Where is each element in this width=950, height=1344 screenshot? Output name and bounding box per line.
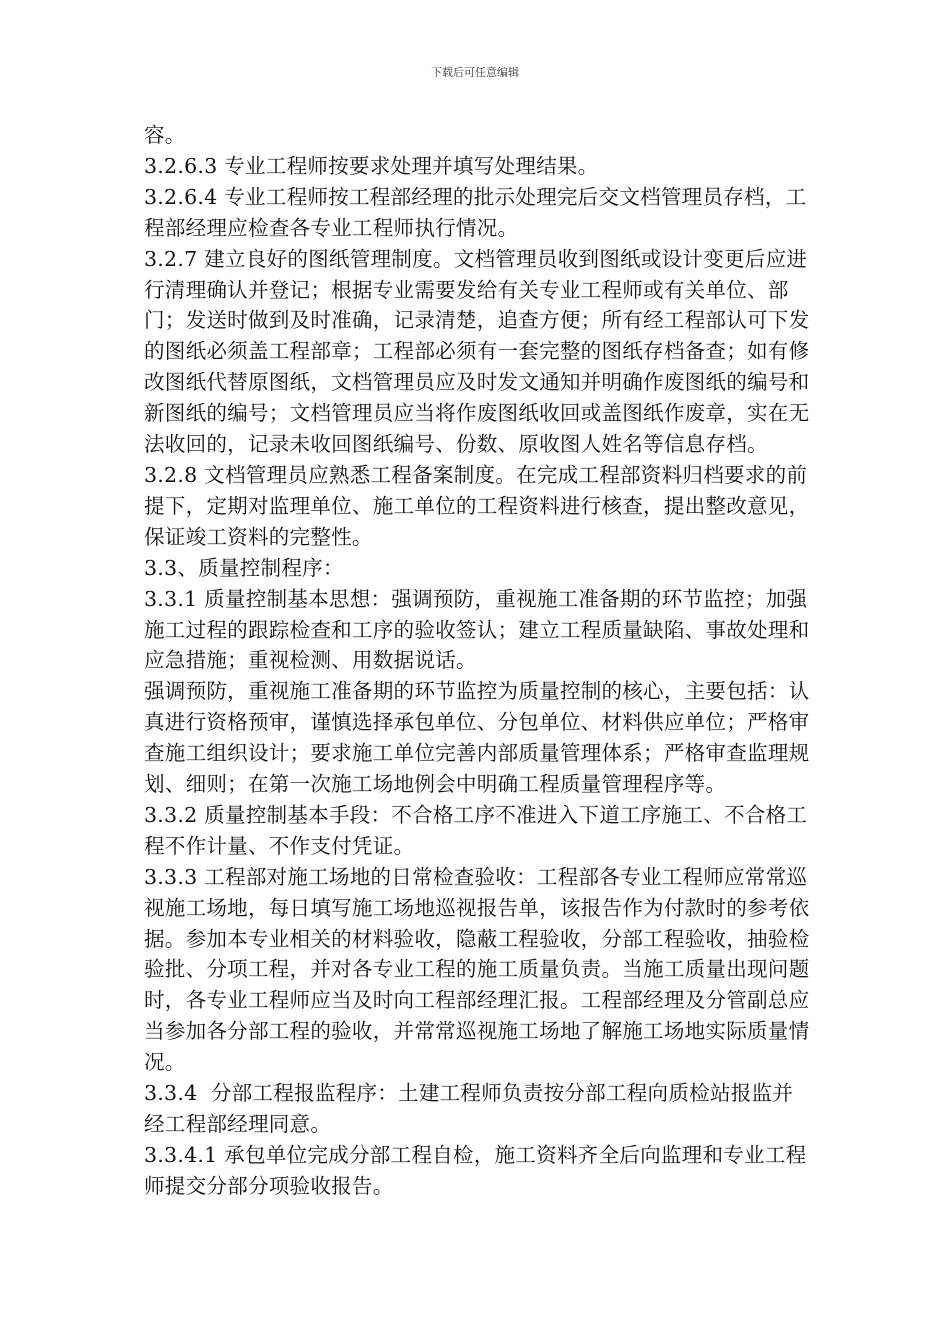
paragraph-3-3-1: 3.3.1 质量控制基本思想：强调预防，重视施工准备期的环节监控；加强施工过程的跟踪检查和工序的验收签认；建立工程质量缺陷、事故处理和应急措施；重视检测、用数据说话。	[144, 586, 810, 673]
page-header: 下载后可任意编辑	[431, 66, 519, 79]
paragraph-3-3-3: 3.3.3 工程部对施工场地的日常检查验收：工程部各专业工程师应常常巡视施工场地，每日填写施工场地巡视报告单，该报告作为付款时的参考依据。参加本专业相关的材料验收，隐蔽工程验收，分部工程验收，抽验检验批、分项工程，并对各专业工程的施工质量负责。当施工质量出现问题时，各专业工程师应当及时向工程部经理汇报。工程部经理及分管副总应当参加各分部工程的验收，并常常巡视施工场地了解施工场地实际质量情况。	[144, 864, 810, 1075]
paragraph-3-2-7: 3.2.7 建立良好的图纸管理制度。文档管理员收到图纸或设计变更后应进行清理确认并登记；根据专业需要发给有关专业工程师或有关单位、部门；发送时做到及时准确，记录清楚，追查方便；所有经工程部认可下发的图纸必须盖工程部章；工程部必须有一套完整的图纸存档备查；如有修改图纸代替原图纸，文档管理员应及时发文通知并明确作废图纸的编号和新图纸的编号；文档管理员应当将作废图纸收回或盖图纸作废章，实在无法收回的，记录未收回图纸编号、份数、原收图人姓名等信息存档。	[144, 246, 810, 457]
paragraph-3-3-4: 3.3.4 分部工程报监程序：土建工程师负责按分部工程向质检站报监并经工程部经理同意。	[144, 1081, 794, 1136]
paragraph-3-2-6-4: 3.2.6.4 专业工程师按工程部经理的批示处理完后交文档管理员存档，工程部经理应检查各专业工程师执行情况。	[144, 184, 807, 240]
paragraph-3-2-6-3: 3.2.6.3 专业工程师按要求处理并填写处理结果。	[144, 153, 599, 178]
section-heading-3-3: 3.3、质量控制程序：	[144, 555, 344, 580]
paragraph-prevention: 强调预防，重视施工准备期的环节监控为质量控制的核心，主要包括：认真进行资格预审，谨慎选择承包单位、分包单位、材料供应单位；严格审查施工组织设计；要求施工单位完善内部质量管理体系；严格审查监理规划、细则；在第一次施工场地例会中明确工程质量管理程序等。	[144, 679, 810, 797]
paragraph-3-3-4-1: 3.3.4.1 承包单位完成分部工程自检，施工资料齐全后向监理和专业工程师提交分部分项验收报告。	[144, 1142, 807, 1198]
document-body	[144, 120, 812, 1202]
paragraph-continuation: 容。	[144, 123, 186, 147]
paragraph-3-2-8: 3.2.8 文档管理员应熟悉工程备案制度。在完成工程部资料归档要求的前提下，定期对监理单位、施工单位的工程资料进行核查，提出整改意见，保证竣工资料的完整性。	[144, 462, 810, 549]
paragraph-3-3-2: 3.3.2 质量控制基本手段：不合格工序不准进入下道工序施工、不合格工程不作计量、不作支付凭证。	[144, 802, 808, 858]
